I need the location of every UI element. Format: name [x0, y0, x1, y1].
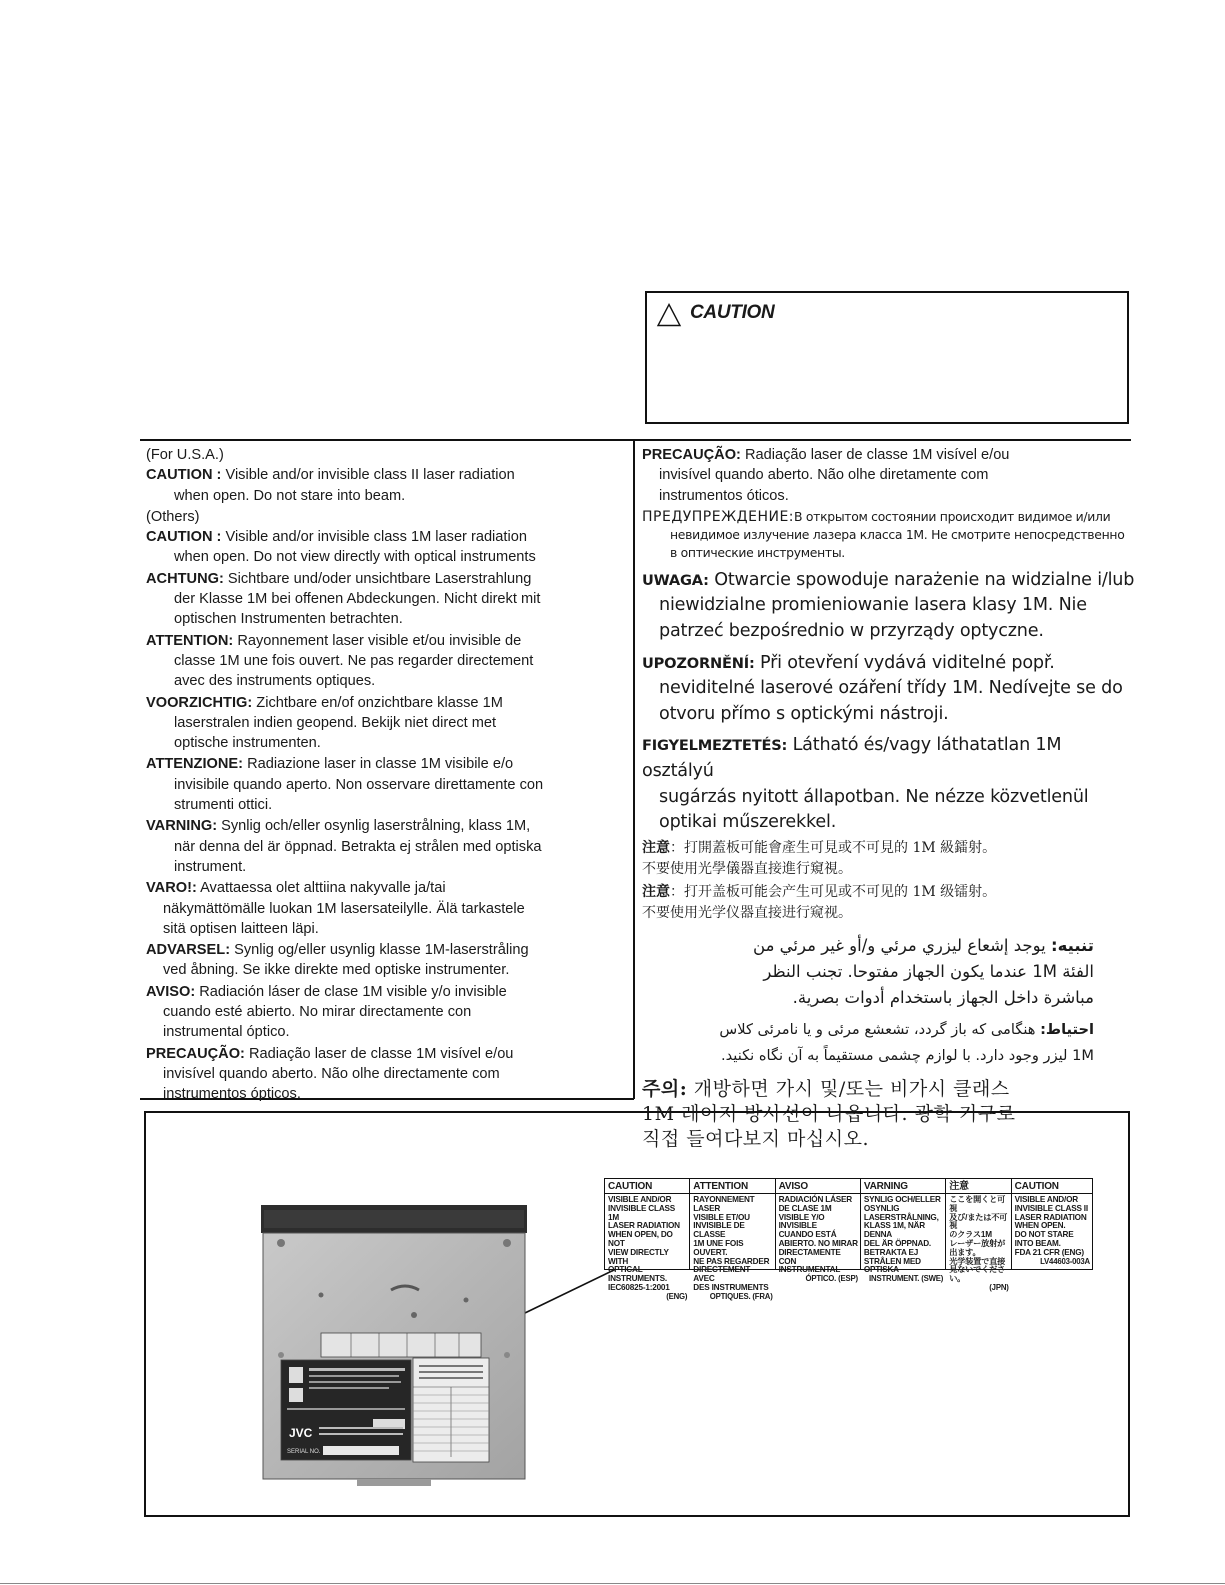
label-line: DO NOT STARE	[1014, 1230, 1074, 1240]
warning-line: Zichtbare en/of onzichtbare klasse 1M	[256, 694, 503, 711]
warning-pl	[642, 568, 1137, 645]
warning-line: instrumentos ópticos.	[163, 1086, 301, 1103]
warning-line: Sichtbare und/oder unsichtbare Laserstrahlung	[227, 570, 532, 587]
warning-head: UWAGA:	[642, 571, 709, 589]
label-line: CUANDO ESTÁ	[778, 1230, 837, 1240]
warning-line: strumenti ottici.	[174, 797, 273, 814]
warning-line: Otwarcie spowoduje narażenie na widzialne i/lub	[714, 569, 1135, 590]
warning-line: Při otevření vydává viditelné popř.	[760, 652, 1055, 673]
label-line: ここを開くと可視	[949, 1195, 1006, 1213]
warning-line: Synlig och/eller osynlig laserstrålning, klass 1M,	[221, 818, 531, 835]
label-column-head: CAUTION	[605, 1181, 689, 1194]
warning-line: 개방하면 가시 및/또는 비가시 클래스	[693, 1077, 1010, 1100]
label-column-swe	[861, 1179, 946, 1284]
warning-line: optische instrumenten.	[174, 735, 321, 752]
warning-head: VARO!:	[146, 880, 197, 897]
warning-line: в оптические инструменты.	[670, 544, 845, 560]
warning-line: patrzeć bezpośrednio w przyrządy optyczne.	[659, 621, 1044, 642]
warning-line: när denna del är öppnad. Betrakta ej strålen med optiska	[174, 838, 542, 855]
warning-head: ADVARSEL:	[146, 942, 231, 959]
warning-line: يوجد إشعاع ليزري مرئي و/أو غير مرئي من	[753, 935, 1046, 955]
label-line: VISIBLE Y/O INVISIBLE	[778, 1212, 825, 1231]
label-column-foot: ÓPTICO. (ESP)	[805, 1274, 858, 1284]
warning-line: classe 1M une fois ouvert. Ne pas regarder directement	[174, 652, 534, 669]
warning-head: تنبيه:	[1050, 935, 1094, 955]
warning-line: ：打开盖板可能会产生可见或不可见的 1M 级镭射。	[670, 883, 997, 900]
warning-nl	[146, 693, 632, 754]
warning-head: AVISO:	[146, 983, 196, 1000]
warning-line: ved åbning. Se ikke direkte med optiske instrumenter.	[163, 962, 510, 979]
warning-head: UPOZORNĚNÍ:	[642, 654, 755, 672]
warning-line: Látható és/vagy láthatatlan 1M osztályú	[642, 735, 1062, 782]
label-column-foot: INSTRUMENT. (SWE)	[869, 1274, 944, 1284]
warning-head: احتیاط:	[1040, 1020, 1094, 1038]
warning-head: ACHTUNG:	[146, 570, 224, 587]
warning-line: Radiazione laser in classe 1M visibile e/o	[247, 756, 514, 773]
warning-line: instrumental óptico.	[163, 1024, 290, 1041]
label-line: RADIACIÓN LÁSER	[778, 1195, 853, 1204]
label-line: DES INSTRUMENTS	[693, 1282, 769, 1292]
warning-hu	[642, 733, 1137, 835]
label-line: BETRAKTA EJ	[863, 1247, 919, 1257]
warning-head: ПРЕДУПРЕЖДЕНИЕ:	[642, 508, 795, 525]
warning-line: when open. Do not view directly with optical instruments	[174, 549, 536, 566]
dvd-receiver-illustration	[261, 1205, 527, 1487]
warning-usa-note: (For U.S.A.)	[146, 447, 224, 463]
warning-head: ATTENZIONE:	[146, 756, 244, 773]
label-line: 見ないでください。	[949, 1265, 1006, 1284]
warning-line: Synlig og/eller usynlig klasse 1M-laserstråling	[234, 942, 529, 959]
warning-head: CAUTION :	[146, 467, 222, 484]
label-column-fra	[690, 1179, 775, 1301]
label-column-foot: (ENG)	[666, 1291, 688, 1301]
warning-line: Radiação laser de classe 1M visível e/ou	[248, 1045, 514, 1062]
warning-fr	[146, 631, 632, 692]
label-line: SYNLIG OCH/ELLER	[863, 1195, 941, 1204]
label-line: ABIERTO. NO MIRAR	[778, 1238, 858, 1248]
label-line: DEL ÄR ÖPPNAD.	[863, 1238, 931, 1248]
label-line: DIRECTAMENTE	[778, 1247, 841, 1257]
warning-line: невидимое излучение лазера класса 1M. Не смотрите непосредственно	[670, 526, 1125, 542]
label-line: LASER RADIATION	[1014, 1212, 1087, 1222]
label-line: VIEW DIRECTLY WITH	[608, 1247, 669, 1266]
warning-line: Rayonnement laser visible et/ou invisible de	[237, 632, 522, 649]
label-line: CON INSTRUMENTAL	[778, 1256, 841, 1275]
label-line: LASERSTRÅLNING,	[863, 1212, 939, 1222]
label-line: DE CLASE 1M	[778, 1203, 832, 1213]
warning-line: avec des instruments optiques.	[174, 673, 376, 690]
label-line: INTO BEAM.	[1014, 1238, 1061, 1248]
warning-line: niewidzialne promieniowanie lasera klasy 1M. Nie	[659, 595, 1087, 616]
warning-line: optischen Instrumenten betrachten.	[174, 611, 403, 628]
label-line: NE PAS REGARDER	[693, 1256, 770, 1266]
warning-cs	[642, 651, 1137, 728]
warning-line: instrumentos óticos.	[659, 487, 789, 504]
device-brand: JVC	[289, 1426, 313, 1440]
warning-line: sitä optisen laitteen läpi.	[163, 920, 319, 937]
warning-es	[146, 982, 632, 1043]
warning-head: VOORZICHTIG:	[146, 694, 253, 711]
warning-line: der Klasse 1M bei offenen Abdeckungen. Nicht direkt mit	[174, 591, 541, 608]
warning-da	[146, 940, 632, 981]
label-line: WHEN OPEN, DO NOT	[608, 1230, 673, 1248]
label-line: 光学装置で直接	[949, 1256, 1006, 1266]
warning-head: PRECAUÇÃO:	[146, 1045, 245, 1062]
label-column-foot: OPTIQUES. (FRA)	[709, 1291, 773, 1301]
label-column-foot: LV44603-003A	[1040, 1256, 1090, 1266]
label-figure-box	[144, 1111, 1130, 1517]
label-line: STRÅLEN MED OPTISKA	[863, 1256, 921, 1275]
label-line: INVISIBLE CLASS 1M	[608, 1203, 676, 1222]
warning-fi	[146, 878, 632, 939]
warning-line: sugárzás nyitott állapotban. Ne nézze közvetlenül	[659, 786, 1089, 807]
warning-line: Radiação laser de classe 1M visível e/ou	[744, 447, 1010, 463]
warning-triangle-icon	[657, 303, 681, 327]
warning-line: مباشرة داخل الجهاز باستخدام أدوات بصرية.	[792, 987, 1094, 1007]
device-serial-label: SERIAL NO.	[287, 1449, 321, 1455]
label-column-foot: (JPN)	[989, 1282, 1009, 1292]
warning-head: 注意	[642, 883, 670, 900]
warnings-left-column	[146, 445, 632, 1106]
label-column-head: 注意	[946, 1181, 1010, 1194]
warning-line: 不要使用光學儀器直接進行窺視。	[642, 861, 852, 878]
label-line: IEC60825-1:2001	[608, 1282, 670, 1292]
label-line: OPTICAL INSTRUMENTS.	[608, 1265, 668, 1284]
label-line: RAYONNEMENT LASER	[693, 1195, 755, 1213]
warning-ru	[642, 508, 1137, 562]
warning-pt-eu	[146, 1044, 632, 1105]
warning-zh-tw	[642, 838, 1137, 881]
label-line: OSYNLIG	[863, 1203, 900, 1213]
label-column-esp	[776, 1179, 861, 1284]
laser-warning-label	[604, 1178, 1093, 1301]
label-column-head: CAUTION	[1012, 1181, 1092, 1194]
warning-it	[146, 754, 632, 815]
warning-zh-cn	[642, 882, 1137, 925]
label-line: INVISIBLE DE CLASSE	[693, 1221, 745, 1240]
warning-line: ：打開蓋板可能會產生可見或不可見的 1M 級鐳射。	[670, 839, 997, 856]
warning-de	[146, 569, 632, 630]
warning-head: 주의:	[642, 1077, 688, 1100]
caution-box	[645, 291, 1129, 424]
warning-others-note: (Others)	[146, 508, 200, 525]
label-line: 出ます。	[949, 1247, 981, 1257]
page-bottom-rule	[0, 1583, 1225, 1584]
label-column-usa	[1012, 1179, 1092, 1269]
label-line: LASER RADIATION	[608, 1221, 680, 1231]
warning-line: 직접 들여다보지 마십시오.	[642, 1127, 870, 1150]
warning-line: invisível quando aberto. Não olhe directamente com	[163, 1065, 500, 1082]
warning-line: 1M لیزر وجود دارد. با لوازم چشمی مستقیماً به آن نگاه نکنید.	[721, 1046, 1094, 1064]
label-line: レーザー放射が	[949, 1238, 1006, 1248]
warning-ar	[642, 933, 1094, 1011]
warning-line: Visible and/or invisible class 1M laser radiation	[225, 529, 527, 546]
warning-line: 不要使用光学仪器直接进行窥视。	[642, 905, 852, 922]
device-bottom-drawing	[261, 1205, 527, 1487]
label-line: 及び/または不可視	[949, 1212, 1008, 1231]
warning-line: näkymättömälle luokan 1M lasersateilylle. Älä tarkastele	[163, 900, 525, 917]
label-column-head: ATTENTION	[690, 1181, 774, 1194]
label-line: WHEN OPEN.	[1014, 1221, 1066, 1231]
warning-head: PRECAUÇÃO:	[642, 447, 741, 463]
warning-others	[146, 527, 632, 568]
warning-line: laserstralen indien geopend. Bekijk niet direct met	[174, 714, 497, 731]
warning-usa	[146, 465, 632, 506]
label-line: DIRECTEMENT AVEC	[693, 1265, 751, 1284]
label-column-eng	[605, 1179, 690, 1301]
warning-head: FIGYELMEZTETÉS:	[642, 737, 788, 755]
warning-line: الفئة 1M عندما يكون الجهاز مفتوحا. تجنب النظر	[763, 961, 1094, 981]
warning-line: cuando esté abierto. No mirar directamente con	[163, 1004, 472, 1021]
warning-line: optikai műszerekkel.	[659, 812, 837, 833]
label-line: 1M UNE FOIS OUVERT.	[693, 1238, 744, 1257]
warning-line: when open. Do not stare into beam.	[174, 487, 406, 504]
label-column-head: AVISO	[776, 1181, 860, 1194]
warnings-column-divider	[633, 439, 635, 1099]
warning-line: invisível quando aberto. Não olhe diretamente com	[659, 467, 989, 484]
warning-fa	[642, 1017, 1094, 1069]
label-line: VISIBLE AND/OR	[1014, 1195, 1078, 1204]
warning-line: 1M 레이저 방사선이 나옵니다. 광학 기구로	[642, 1102, 1016, 1125]
warning-head: VARNING:	[146, 818, 218, 835]
warning-line: invisibile quando aperto. Non osservare direttamente con	[174, 776, 544, 793]
warning-line: instrument.	[174, 858, 247, 875]
warning-head: ATTENTION:	[146, 632, 234, 649]
label-line: INVISIBLE CLASS II	[1014, 1203, 1088, 1213]
caution-title: CAUTION	[690, 302, 775, 323]
warning-sv	[146, 816, 632, 877]
warning-line: هنگامی که باز گردد، تشعشع مرئی و یا نامرئی کلاس	[719, 1020, 1036, 1038]
label-column-head: VARNING	[861, 1181, 945, 1194]
label-line: VISIBLE ET/OU	[693, 1212, 750, 1222]
label-line: KLASS 1M, NÄR DENNA	[863, 1221, 925, 1240]
label-line: のクラス1M	[949, 1230, 992, 1240]
warnings-top-rule	[140, 439, 1131, 441]
warning-line: В открытом состоянии происходит видимое и/или	[794, 508, 1111, 524]
warning-line: neviditelné laserové ozáření třídy 1M. Nedívejte se do	[659, 678, 1123, 699]
label-line: VISIBLE AND/OR	[608, 1195, 672, 1204]
label-line: FDA 21 CFR (ENG)	[1014, 1247, 1084, 1257]
label-column-jpn	[946, 1179, 1011, 1292]
warning-line: Visible and/or invisible class II laser radiation	[225, 467, 515, 484]
warnings-right-column	[642, 445, 1137, 1153]
warning-line: Avattaessa olet alttiina nakyvalle ja/tai	[200, 880, 446, 897]
warning-pt-br	[642, 445, 1137, 506]
warning-line: Radiación láser de clase 1M visible y/o invisible	[199, 983, 507, 1000]
warning-head: 注意	[642, 839, 670, 856]
warning-line: otvoru přímo s optickými nástroji.	[659, 703, 949, 724]
warning-head: CAUTION :	[146, 529, 222, 546]
